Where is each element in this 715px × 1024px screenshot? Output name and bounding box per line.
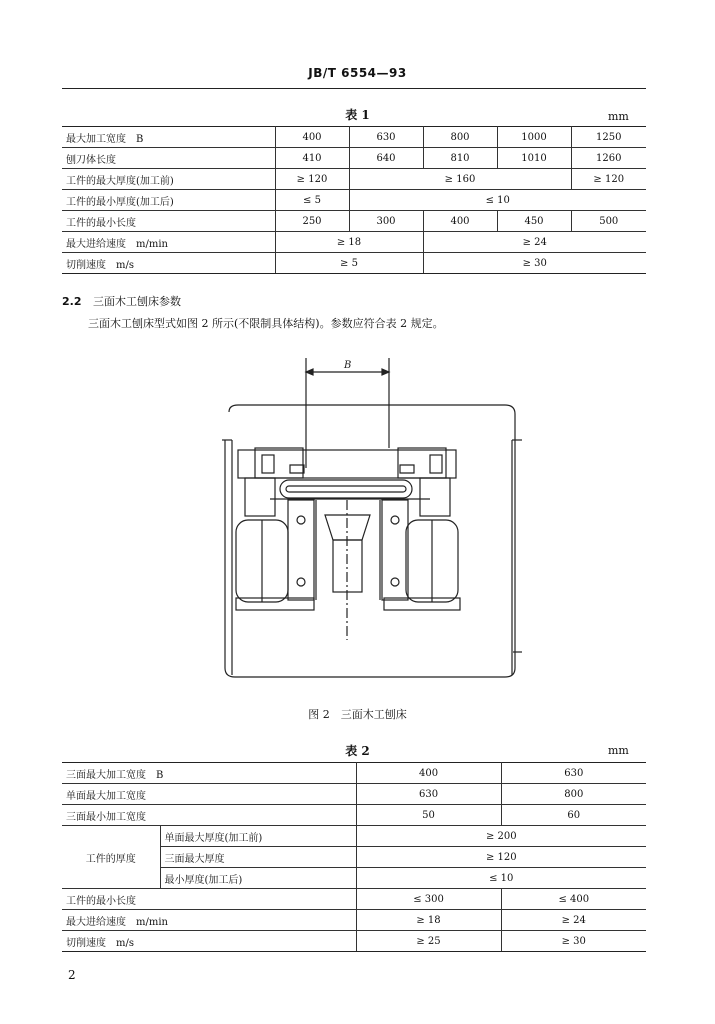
- table2-row: [62, 889, 646, 910]
- table1-cell: 250: [275, 211, 349, 232]
- table1-row-label: 刨刀体长度: [62, 148, 275, 169]
- table2-row-label: 最小厚度(加工后): [160, 868, 356, 889]
- dimension-b-label: B: [344, 360, 352, 371]
- table1-cell: ≥ 160: [349, 169, 571, 190]
- table2-row-label: 三面最小加工宽度: [62, 805, 356, 826]
- table2-cell: ≥ 18: [356, 910, 501, 931]
- table1-cell: 400: [275, 127, 349, 148]
- table1: [62, 126, 646, 274]
- document-header: JB/T 6554—93: [308, 66, 407, 80]
- table1-cell: 1260: [571, 148, 646, 169]
- table2-row: [62, 784, 646, 805]
- figure-caption: 图 2 三面木工刨床: [308, 708, 407, 721]
- table2-cell: 630: [501, 763, 646, 784]
- table2-row-label: 三面最大厚度: [160, 847, 356, 868]
- table1-cell: 410: [275, 148, 349, 169]
- table1-cell: 800: [423, 127, 497, 148]
- table2-cell: ≤ 400: [501, 889, 646, 910]
- table1-row-label: 切削速度 m/s: [62, 253, 275, 274]
- table2-unit: mm: [608, 744, 629, 757]
- table1-cell: ≥ 18: [275, 232, 423, 253]
- table1-cell: 500: [571, 211, 646, 232]
- table1-cell: ≤ 5: [275, 190, 349, 211]
- table2-row-label: 最大进给速度 m/min: [62, 910, 356, 931]
- table2-caption: 表 2: [345, 744, 370, 758]
- table1-cell: 810: [423, 148, 497, 169]
- table1-cell: 1250: [571, 127, 646, 148]
- table1-cell: 640: [349, 148, 423, 169]
- table2-cell: ≥ 25: [356, 931, 501, 952]
- table2-row: [62, 805, 646, 826]
- table1-row-label: 最大进给速度 m/min: [62, 232, 275, 253]
- table1-cell: 630: [349, 127, 423, 148]
- table1-row: [62, 253, 646, 274]
- planer-drawing: [200, 350, 530, 695]
- table1-row: [62, 211, 646, 232]
- table1-row: [62, 169, 646, 190]
- table1-cell: 1010: [497, 148, 571, 169]
- table1-row-label: 工件的最小厚度(加工后): [62, 190, 275, 211]
- table1-cell: 1000: [497, 127, 571, 148]
- table2-cell: ≤ 10: [356, 868, 646, 889]
- section-title: 三面木工刨床参数: [93, 295, 181, 308]
- table2-cell: ≥ 30: [501, 931, 646, 952]
- table2-row-label: 单面最大厚度(加工前): [160, 826, 356, 847]
- table1-cell: ≤ 10: [349, 190, 646, 211]
- table2-cell: 400: [356, 763, 501, 784]
- table2: [62, 762, 646, 952]
- table2-cell: ≥ 200: [356, 826, 646, 847]
- table2-cell: ≥ 120: [356, 847, 646, 868]
- table1-row: [62, 127, 646, 148]
- table1-unit: mm: [608, 110, 629, 123]
- page-number: 2: [68, 968, 76, 982]
- table2-row-label: 三面最大加工宽度 B: [62, 763, 356, 784]
- table1-row-label: 工件的最小长度: [62, 211, 275, 232]
- table1-row: [62, 190, 646, 211]
- header-rule: [62, 88, 646, 89]
- table1-cell: 300: [349, 211, 423, 232]
- table1-cell: 400: [423, 211, 497, 232]
- table2-row: [62, 910, 646, 931]
- table2-row: [62, 931, 646, 952]
- table1-row-label: 最大加工宽度 B: [62, 127, 275, 148]
- table1-row: [62, 232, 646, 253]
- table2-row: [62, 763, 646, 784]
- table2-cell: 50: [356, 805, 501, 826]
- table1-caption: 表 1: [345, 108, 370, 122]
- table2-row: [62, 826, 646, 847]
- table2-row-label: 单面最大加工宽度: [62, 784, 356, 805]
- table1-cell: ≥ 120: [275, 169, 349, 190]
- table1-cell: ≥ 24: [423, 232, 646, 253]
- table2-row-label: 切削速度 m/s: [62, 931, 356, 952]
- table1-cell: ≥ 120: [571, 169, 646, 190]
- table2-cell: 630: [356, 784, 501, 805]
- table2-cell: 800: [501, 784, 646, 805]
- table2-cell: ≤ 300: [356, 889, 501, 910]
- section-heading: [62, 293, 181, 309]
- table2-row-label: 工件的最小长度: [62, 889, 356, 910]
- table1-cell: 450: [497, 211, 571, 232]
- section-number: 2.2: [62, 295, 82, 308]
- table1-cell: ≥ 30: [423, 253, 646, 274]
- table2-cell: ≥ 24: [501, 910, 646, 931]
- table2-cell: 60: [501, 805, 646, 826]
- section-body: 三面木工刨床型式如图 2 所示(不限制具体结构)。参数应符合表 2 规定。: [88, 317, 444, 330]
- table1-row-label: 工件的最大厚度(加工前): [62, 169, 275, 190]
- table2-group-label: 工件的厚度: [62, 826, 160, 889]
- table1-row: [62, 148, 646, 169]
- table1-cell: ≥ 5: [275, 253, 423, 274]
